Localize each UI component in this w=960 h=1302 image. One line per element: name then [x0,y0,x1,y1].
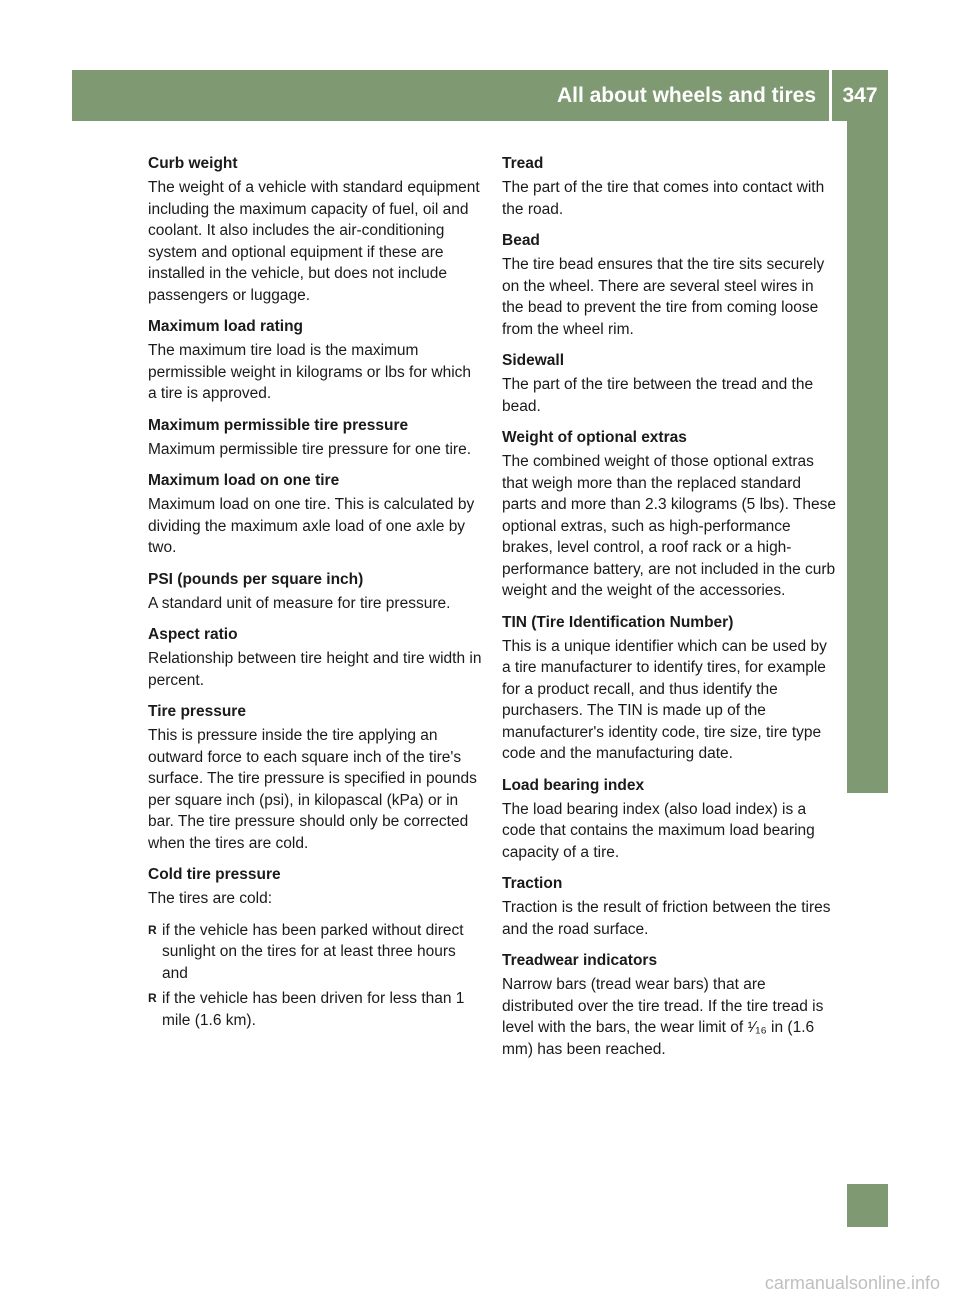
bullet-list [148,920,482,1032]
watermark: carmanualsonline.info [764,1273,940,1293]
term-heading: TIN (Tire Identification Number) [502,613,734,631]
header-bar [72,70,888,121]
term-definition: A standard unit of measure for tire pressure. [148,594,451,612]
term-definition: The weight of a vehicle with standard equipment including the maximum capacity of fuel, oil and coolant. It also includes the air-conditioning system and optional equipment if these are installed in the vehicle, but does not include passengers or luggage. [148,179,480,304]
term-definition: The tires are cold: [148,890,273,907]
term-definition: The combined weight of those optional extras that weigh more than the replaced standard parts and more than 2.3 kilograms (5 lbs). These optional extras, such as high-performance brakes, level control, a roof rack or a high-performance battery, are not included in the curb weight and the weight of the accessories. [502,453,836,599]
term-heading: Cold tire pressure [148,866,281,883]
term-heading: Bead [502,232,540,249]
term-heading: Tread [502,155,544,172]
term-heading: Sidewall [502,352,565,369]
term-heading: Tire pressure [148,703,246,720]
term-definition: The load bearing index (also load index) is a code that contains the maximum load bearing capacity of a tire. [502,800,815,861]
left-column [148,153,482,1041]
term-definition: Maximum permissible tire pressure for one tire. [148,440,472,458]
term-definition: The part of the tire that comes into contact with the road. [502,179,825,218]
list-item: R if the vehicle has been parked without direct sunlight on the tires for at least three hours and [148,920,482,985]
term-definition: This is a unique identifier which can be used by a tire manufacturer to identify tires, for example for a product recall, and thus identify the purchasers. The TIN is made up of the manufacturer's identity code, tire size, tire type code and the manufacturing date. [502,637,827,762]
term-definition: This is pressure inside the tire applying an outward force to each square inch of the tire's surface. The tire pressure is specified in pounds per square inch (psi), in kilopascal (kPa) or in bar. The tire pressure should only be corrected when the tires are cold. [148,727,477,852]
term-heading: Aspect ratio [148,626,238,643]
list-item: R if the vehicle has been driven for less than 1 mile (1.6 km). [148,988,482,1031]
chapter-tab [847,121,888,793]
term-definition: The tire bead ensures that the tire sits securely on the wheel. There are several steel wires in the bead to prevent the tire from coming loose from the wheel rim. [502,256,825,338]
term-heading: Maximum load rating [148,318,304,335]
term-heading: Load bearing index [502,776,645,794]
page-number: 347 [842,84,878,107]
right-column [502,153,836,1070]
term-definition: Narrow bars (tread wear bars) that are distributed over the tire tread. If the tire tread is level with the bars, the wear limit of ¹⁄₁₆ in (1.6 mm) has been reached. [502,976,824,1058]
section-title: All about wheels and tires [556,84,816,107]
chapter-marker [847,1184,888,1227]
term-definition: The maximum tire load is the maximum permissible weight in kilograms or lbs for which a tire is approved. [148,342,472,402]
term-definition: Maximum load on one tire. This is calculated by dividing the maximum axle load of one axle by two. [148,496,475,556]
chapter-tab-label: Wheels and tires [7,707,32,883]
term-definition: The part of the tire between the tread and the bead. [502,376,814,415]
term-definition: Relationship between tire height and tire width in percent. [148,650,482,689]
term-heading: Maximum load on one tire [148,472,340,489]
term-heading: Traction [502,875,563,892]
term-heading: Maximum permissible tire pressure [148,416,409,434]
term-definition: Traction is the result of friction between the tires and the road surface. [502,899,831,938]
term-heading: Treadwear indicators [502,952,658,969]
term-heading: Weight of optional extras [502,429,687,446]
term-heading: Curb weight [148,155,238,172]
term-heading: PSI (pounds per square inch) [148,570,364,588]
